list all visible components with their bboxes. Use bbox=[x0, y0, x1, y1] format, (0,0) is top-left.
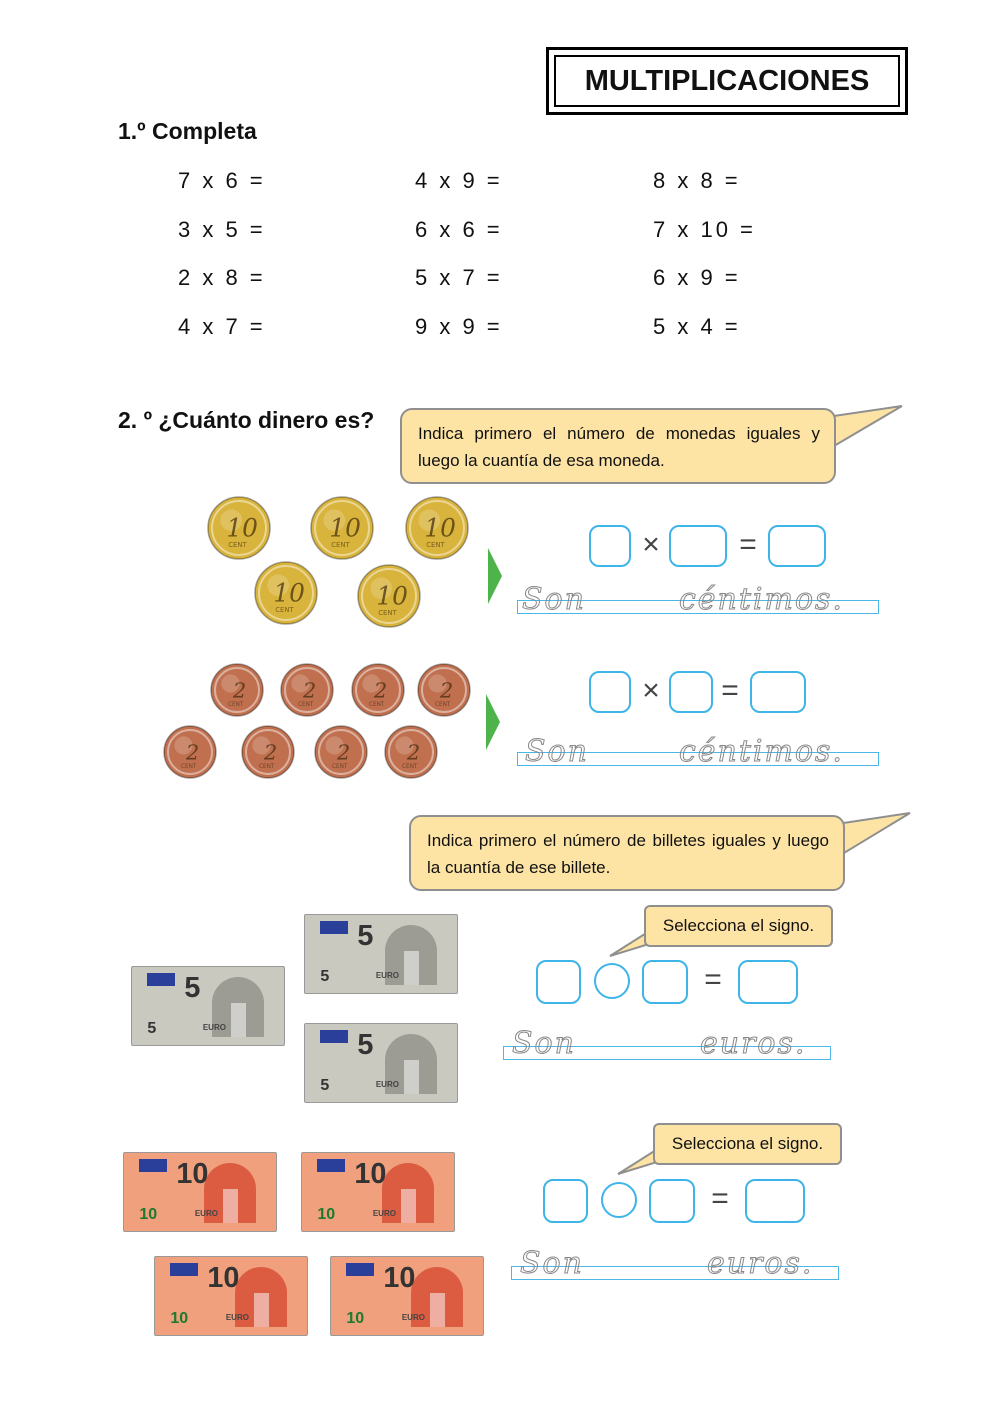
times-sign: × bbox=[642, 674, 660, 707]
count-input[interactable] bbox=[543, 1179, 588, 1223]
coin-value-label: 2 bbox=[439, 678, 454, 703]
equals-sign: = bbox=[711, 1182, 729, 1215]
note-value-large: 10 bbox=[354, 1157, 387, 1190]
coin-10-cent bbox=[253, 560, 319, 626]
equation: 6 x 6 = bbox=[415, 217, 503, 242]
coin-value-label: 10 bbox=[273, 578, 305, 608]
coin-value-label: 10 bbox=[376, 581, 408, 611]
equation: 5 x 7 = bbox=[415, 265, 503, 290]
coin-value-label: 10 bbox=[226, 513, 258, 543]
note-10-euro bbox=[154, 1256, 308, 1336]
coin-value-label: 2 bbox=[373, 678, 388, 703]
value-input[interactable] bbox=[642, 960, 688, 1004]
result-input[interactable] bbox=[738, 960, 798, 1004]
eu-flag-icon bbox=[346, 1263, 374, 1276]
note-euro-label: EURO bbox=[194, 1209, 218, 1218]
note-value-small: 10 bbox=[346, 1309, 365, 1327]
coin-value-label: 2 bbox=[406, 740, 421, 765]
coin-cent-label: CENT bbox=[332, 764, 348, 771]
coins-hint-bubble bbox=[400, 408, 836, 484]
note-euro-label: EURO bbox=[375, 1080, 399, 1089]
coin-2-cent bbox=[209, 662, 265, 718]
doorway-icon bbox=[254, 1293, 269, 1327]
arrow-icon bbox=[488, 548, 502, 604]
equation: 3 x 5 = bbox=[178, 217, 266, 242]
son-word: Son bbox=[525, 734, 589, 769]
count-input[interactable] bbox=[589, 525, 631, 567]
note-value-small: 5 bbox=[320, 967, 330, 985]
times-sign: × bbox=[642, 528, 660, 561]
note-value-small: 5 bbox=[320, 1076, 330, 1094]
note-euro-label: EURO bbox=[202, 1023, 226, 1032]
coin-value-label: 2 bbox=[232, 678, 247, 703]
note-euro-label: EURO bbox=[375, 971, 399, 980]
notes-hint-text: Indica primero el número de billetes iguales y luego la cuantía de ese billete. bbox=[427, 831, 829, 877]
doorway-icon bbox=[401, 1189, 416, 1223]
note-10-euro bbox=[330, 1256, 484, 1336]
coin-cent-label: CENT bbox=[228, 702, 244, 709]
eu-flag-icon bbox=[317, 1159, 345, 1172]
note-10-euro bbox=[123, 1152, 277, 1232]
note-value-small: 10 bbox=[317, 1205, 336, 1223]
equation: 5 x 4 = bbox=[653, 314, 741, 339]
centimos-word: céntimos. bbox=[679, 734, 844, 769]
notes-hint-bubble bbox=[409, 815, 845, 891]
note-value-small: 5 bbox=[147, 1019, 157, 1037]
count-input[interactable] bbox=[589, 671, 631, 713]
coin-value-label: 2 bbox=[302, 678, 317, 703]
coin-2-cent bbox=[240, 724, 296, 780]
coin-cent-label: CENT bbox=[402, 764, 418, 771]
equation: 6 x 9 = bbox=[653, 265, 741, 290]
coin-10-cent bbox=[309, 495, 375, 561]
equation: 2 x 8 = bbox=[178, 265, 266, 290]
son-word: Son bbox=[520, 1246, 584, 1281]
note-10-euro bbox=[301, 1152, 455, 1232]
note-euro-label: EURO bbox=[225, 1313, 249, 1322]
coin-value-label: 2 bbox=[263, 740, 278, 765]
equals-sign: = bbox=[739, 528, 757, 561]
sign-hint-bubble bbox=[653, 1123, 842, 1165]
doorway-icon bbox=[430, 1293, 445, 1327]
page-title: MULTIPLICACIONES bbox=[554, 55, 900, 107]
euros-word: euros. bbox=[700, 1026, 807, 1061]
eu-flag-icon bbox=[170, 1263, 198, 1276]
equation: 8 x 8 = bbox=[653, 168, 741, 193]
section1-heading: 1.º Completa bbox=[118, 118, 257, 144]
note-euro-label: EURO bbox=[372, 1209, 396, 1218]
note-5-euro bbox=[304, 1023, 458, 1103]
value-input[interactable] bbox=[669, 671, 713, 713]
centimos-word: céntimos. bbox=[679, 582, 844, 617]
section2-heading: 2. º ¿Cuánto dinero es? bbox=[118, 407, 375, 433]
sign-hint-text: Selecciona el signo. bbox=[671, 1134, 824, 1153]
note-value-large: 5 bbox=[357, 919, 374, 952]
result-input[interactable] bbox=[768, 525, 826, 567]
eu-flag-icon bbox=[139, 1159, 167, 1172]
sign-select[interactable] bbox=[594, 963, 630, 999]
count-input[interactable] bbox=[536, 960, 581, 1004]
note-value-large: 10 bbox=[207, 1261, 240, 1294]
sign-hint-bubble bbox=[644, 905, 833, 947]
note-value-small: 10 bbox=[139, 1205, 158, 1223]
eu-flag-icon bbox=[320, 1030, 348, 1043]
eu-flag-icon bbox=[147, 973, 175, 986]
result-input[interactable] bbox=[750, 671, 806, 713]
arrow-icon bbox=[486, 694, 500, 750]
coin-2-cent bbox=[350, 662, 406, 718]
coin-cent-label: CENT bbox=[331, 541, 350, 550]
note-5-euro bbox=[304, 914, 458, 994]
equals-sign: = bbox=[721, 674, 739, 707]
coin-value-label: 2 bbox=[185, 740, 200, 765]
coin-cent-label: CENT bbox=[426, 541, 445, 550]
note-value-large: 10 bbox=[383, 1261, 416, 1294]
note-euro-label: EURO bbox=[401, 1313, 425, 1322]
value-input[interactable] bbox=[669, 525, 727, 567]
doorway-icon bbox=[404, 1060, 419, 1094]
coin-10-cent bbox=[356, 563, 422, 629]
son-word: Son bbox=[522, 582, 586, 617]
note-value-small: 10 bbox=[170, 1309, 189, 1327]
coin-cent-label: CENT bbox=[435, 702, 451, 709]
coin-cent-label: CENT bbox=[275, 606, 294, 615]
coin-cent-label: CENT bbox=[369, 702, 385, 709]
coin-2-cent bbox=[313, 724, 369, 780]
coins-hint-text: Indica primero el número de monedas iguales y luego la cuantía de esa moneda. bbox=[418, 424, 820, 470]
sign-hint-text: Selecciona el signo. bbox=[662, 916, 815, 935]
sign-select[interactable] bbox=[601, 1182, 637, 1218]
coin-cent-label: CENT bbox=[228, 541, 247, 550]
doorway-icon bbox=[404, 951, 419, 985]
coin-cent-label: CENT bbox=[181, 764, 197, 771]
coin-cent-label: CENT bbox=[378, 609, 397, 618]
doorway-icon bbox=[223, 1189, 238, 1223]
equation: 9 x 9 = bbox=[415, 314, 503, 339]
equation: 4 x 9 = bbox=[415, 168, 503, 193]
coin-value-label: 10 bbox=[329, 513, 361, 543]
coin-2-cent bbox=[162, 724, 218, 780]
equation: 7 x 10 = bbox=[653, 217, 756, 242]
coin-value-label: 2 bbox=[336, 740, 351, 765]
euros-word: euros. bbox=[707, 1246, 814, 1281]
coin-2-cent bbox=[416, 662, 472, 718]
result-input[interactable] bbox=[745, 1179, 805, 1223]
note-5-euro bbox=[131, 966, 285, 1046]
eu-flag-icon bbox=[320, 921, 348, 934]
equation: 4 x 7 = bbox=[178, 314, 266, 339]
coin-cent-label: CENT bbox=[298, 702, 314, 709]
son-word: Son bbox=[512, 1026, 576, 1061]
doorway-icon bbox=[231, 1003, 246, 1037]
coin-2-cent bbox=[279, 662, 335, 718]
coin-2-cent bbox=[383, 724, 439, 780]
title-box bbox=[546, 47, 908, 115]
coin-cent-label: CENT bbox=[259, 764, 275, 771]
coin-10-cent bbox=[404, 495, 470, 561]
equation: 7 x 6 = bbox=[178, 168, 266, 193]
coin-value-label: 10 bbox=[424, 513, 456, 543]
note-value-large: 10 bbox=[176, 1157, 209, 1190]
coin-10-cent bbox=[206, 495, 272, 561]
value-input[interactable] bbox=[649, 1179, 695, 1223]
note-value-large: 5 bbox=[357, 1028, 374, 1061]
equals-sign: = bbox=[704, 963, 722, 996]
note-value-large: 5 bbox=[184, 971, 201, 1004]
